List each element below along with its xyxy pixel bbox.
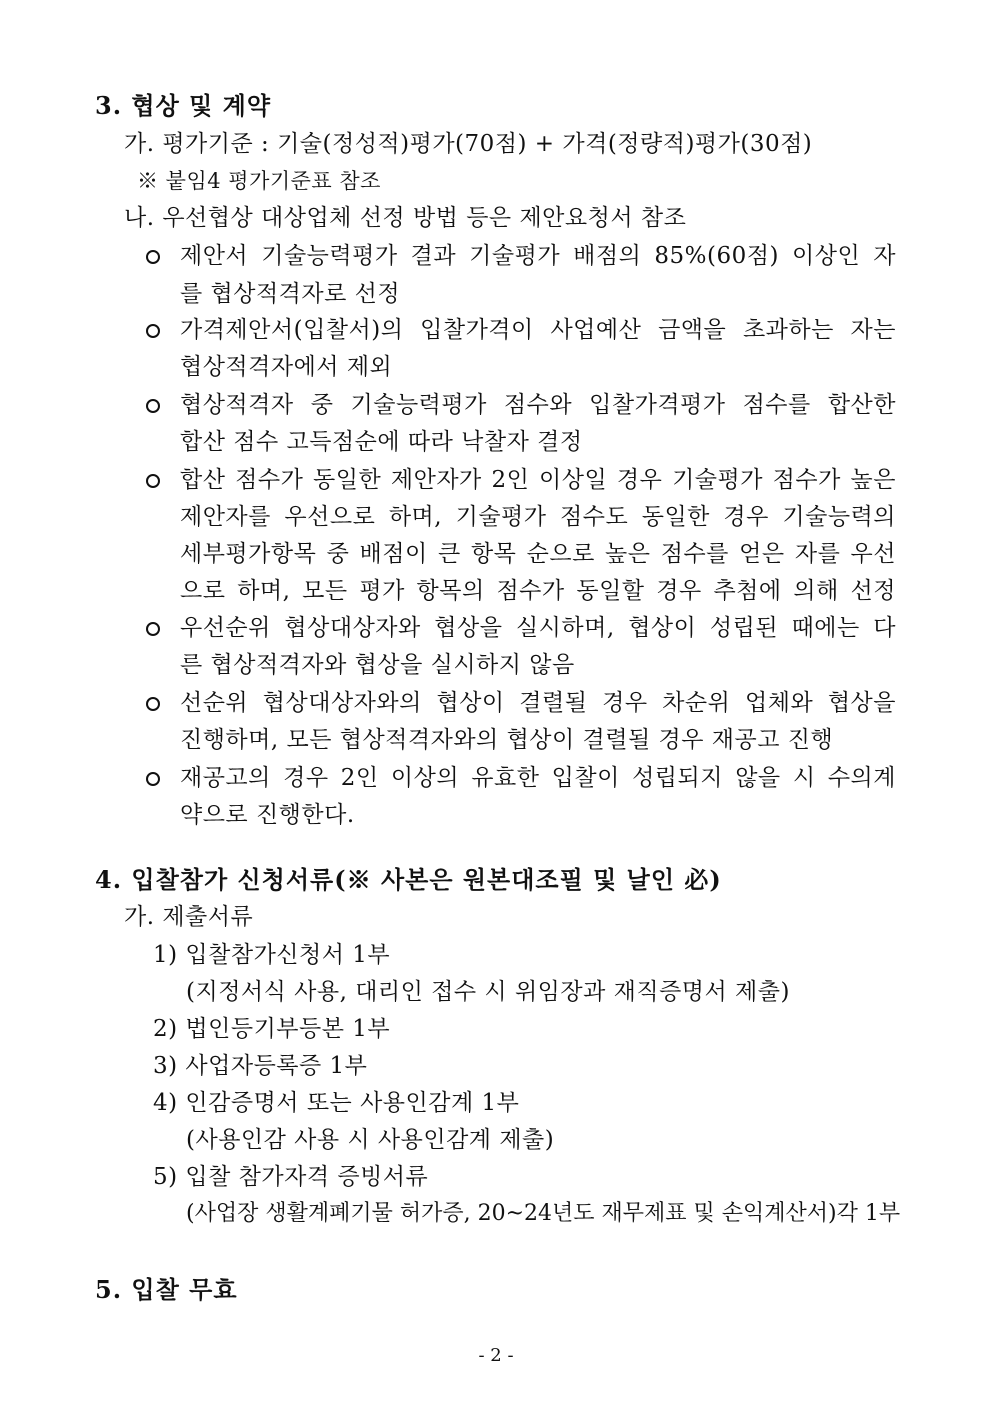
section4-ga: 가. 제출서류	[124, 904, 254, 930]
list-item: 1) 입찰참가신청서 1부	[153, 942, 391, 968]
bullet-circle-icon	[146, 697, 160, 711]
bullet-line: 세부평가항목 중 배점이 큰 항목 순으로 높은 점수를 얻은 자를 우선	[180, 541, 896, 567]
bullet-circle-icon	[146, 622, 160, 636]
list-item-note: (지정서식 사용, 대리인 접수 시 위임장과 재직증명서 제출)	[186, 979, 790, 1005]
list-item-note: (사용인감 사용 시 사용인감계 제출)	[186, 1127, 555, 1153]
bullet-line: 제안자를 우선으로 하며, 기술평가 점수도 동일한 경우 기술능력의	[180, 504, 896, 530]
section3-ga: 가. 평가기준 : 기술(정성적)평가(70점) + 가격(정량적)평가(30점)	[124, 131, 813, 157]
bullet-line: 가격제안서(입찰서)의 입찰가격이 사업예산 금액을 초과하는 자는	[180, 317, 896, 343]
bullet-line: 으로 하며, 모든 평가 항목의 점수가 동일할 경우 추첨에 의해 선정	[180, 578, 896, 604]
bullet-line: 합산 점수 고득점순에 따라 낙찰자 결정	[180, 429, 583, 455]
bullet-line: 제안서 기술능력평가 결과 기술평가 배점의 85%(60점) 이상인 자	[180, 243, 896, 269]
bullet-line: 진행하며, 모든 협상적격자와의 협상이 결렬될 경우 재공고 진행	[180, 727, 834, 753]
bullet-circle-icon	[146, 474, 160, 488]
bullet-line: 우선순위 협상대상자와 협상을 실시하며, 협상이 성립된 때에는 다	[180, 615, 896, 641]
list-item: 2) 법인등기부등본 1부	[153, 1016, 391, 1042]
bullet-line: 재공고의 경우 2인 이상의 유효한 입찰이 성립되지 않을 시 수의계	[180, 765, 896, 791]
section3-na: 나. 우선협상 대상업체 선정 방법 등은 제안요청서 참조	[124, 205, 687, 231]
bullet-line: 선순위 협상대상자와의 협상이 결렬될 경우 차순위 업체와 협상을	[180, 690, 896, 716]
bullet-line: 른 협상적격자와 협상을 실시하지 않음	[180, 652, 575, 678]
list-item: 3) 사업자등록증 1부	[153, 1053, 368, 1079]
bullet-line: 를 협상적격자로 선정	[180, 281, 401, 307]
bullet-line: 협상적격자 중 기술능력평가 점수와 입찰가격평가 점수를 합산한	[180, 392, 896, 418]
page-number: - 2 -	[478, 1345, 514, 1366]
bullet-circle-icon	[146, 399, 160, 413]
bullet-circle-icon	[146, 250, 160, 264]
bullet-line: 협상적격자에서 제외	[180, 354, 393, 380]
section4-heading: 4. 입찰참가 신청서류(※ 사본은 원본대조필 및 날인 必)	[95, 865, 722, 894]
section3-heading: 3. 협상 및 계약	[95, 91, 272, 120]
bullet-line: 합산 점수가 동일한 제안자가 2인 이상일 경우 기술평가 점수가 높은	[180, 467, 896, 493]
section5-heading: 5. 입찰 무효	[95, 1275, 238, 1304]
list-item: 4) 인감증명서 또는 사용인감계 1부	[153, 1090, 520, 1116]
bullet-line: 약으로 진행한다.	[180, 802, 355, 828]
list-item-note: (사업장 생활계폐기물 허가증, 20~24년도 재무제표 및 손익계산서)각 1부	[186, 1201, 901, 1226]
bullet-circle-icon	[146, 772, 160, 786]
bullet-circle-icon	[146, 324, 160, 338]
list-item: 5) 입찰 참가자격 증빙서류	[153, 1164, 429, 1190]
section3-note: ※ 붙임4 평가기준표 참조	[137, 169, 381, 193]
